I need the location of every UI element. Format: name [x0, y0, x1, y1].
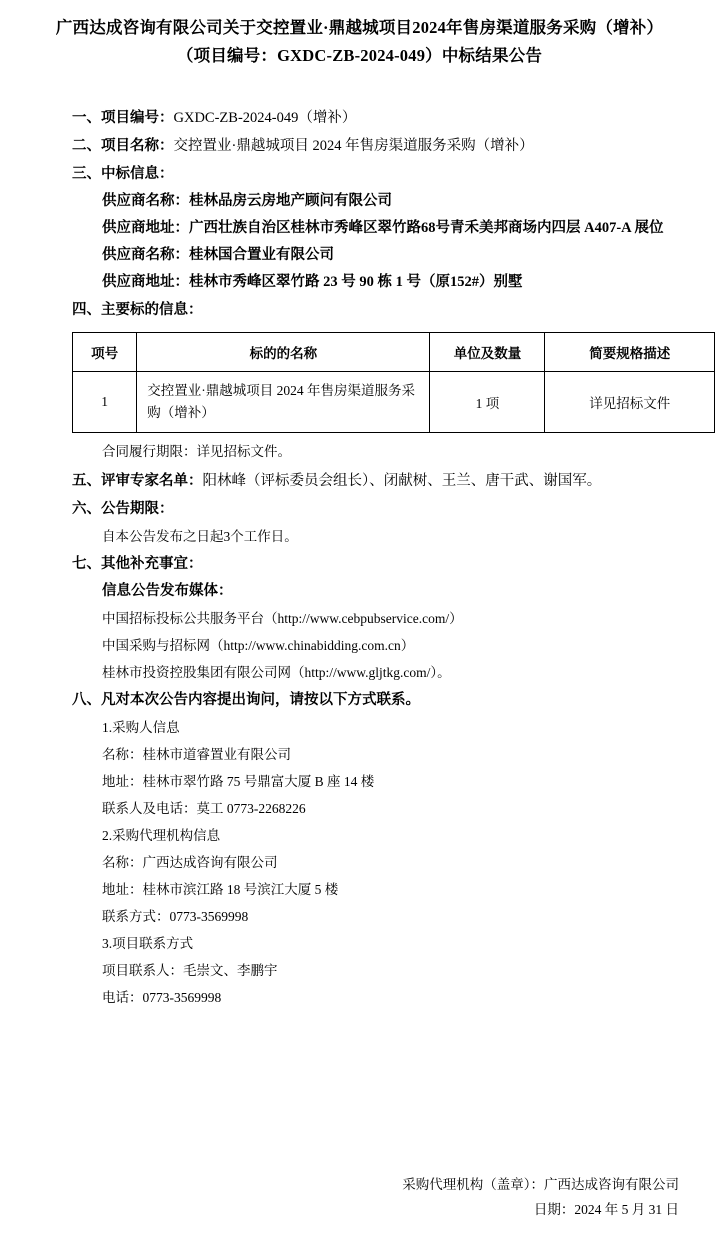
- table-cell-spec: 详见招标文件: [545, 372, 715, 433]
- media-item-1: 中国招标投标公共服务平台（http://www.cebpubservice.com/）: [102, 611, 463, 626]
- purchaser-info-heading: 1.采购人信息: [102, 720, 180, 735]
- supplier-name-2: [102, 242, 669, 269]
- project-contact-heading: 3.项目联系方式: [102, 936, 194, 951]
- section-2-value: 交控置业·鼎越城项目 2024 年售房渠道服务采购（增补）: [173, 138, 534, 154]
- table-cell-name: 交控置业·鼎越城项目 2024 年售房渠道服务采购（增补）: [137, 372, 430, 433]
- section-4-label: 四、主要标的信息：: [72, 302, 203, 318]
- subject-info-table: [72, 332, 715, 433]
- section-subject-info-heading: [72, 296, 669, 324]
- section-7-label: 七、其他补充事宜：: [72, 556, 203, 572]
- section-1-value: GXDC-ZB-2024-049（增补）: [173, 110, 357, 126]
- table-row: [73, 372, 715, 433]
- supplier-name-1: [102, 188, 669, 215]
- supplier-name-1-label: 供应商名称：: [102, 193, 189, 209]
- supplier-address-2: [102, 269, 669, 296]
- section-5-value: 阳林峰（评标委员会组长）、闭献树、王兰、唐干武、谢国军。: [202, 473, 602, 489]
- purchaser-address: 地址：桂林市翠竹路 75 号鼎富大厦 B 座 14 楼: [102, 774, 375, 789]
- agency-info-heading: 2.采购代理机构信息: [102, 828, 221, 843]
- table-cell-no: 1: [73, 372, 137, 433]
- section-other-matters-heading: [72, 550, 669, 578]
- section-3-label: 三、中标信息：: [72, 166, 174, 182]
- title-line-2: （项目编号：GXDC-ZB-2024-049）中标结果公告: [176, 46, 543, 65]
- contract-term: 合同履行期限：详见招标文件。: [102, 444, 291, 459]
- document-footer: [0, 1172, 719, 1222]
- purchaser-contact: 联系人及电话：莫工 0773-2268226: [102, 801, 306, 816]
- document-title: [28, 10, 691, 70]
- supplier-address-2-value: 桂林市秀峰区翠竹路 23 号 90 栋 1 号（原152#）别墅: [189, 274, 523, 290]
- section-project-name: [72, 132, 669, 160]
- supplier-address-1-label: 供应商地址：: [102, 220, 189, 236]
- supplier-address-1-value: 广西壮族自治区桂林市秀峰区翠竹路68号青禾美邦商场内四层 A407-A 展位: [189, 220, 664, 236]
- section-project-number: [72, 104, 669, 132]
- section-experts: [72, 467, 669, 495]
- section-5-label: 五、评审专家名单：: [72, 473, 203, 489]
- agency-address: 地址：桂林市滨江路 18 号滨江大厦 5 楼: [102, 882, 339, 897]
- document-body: [28, 104, 691, 1011]
- announcement-period-value: 自本公告发布之日起3个工作日。: [102, 529, 298, 544]
- media-item-3: 桂林市投资控股集团有限公司网（http://www.gljtkg.com/）。: [102, 665, 451, 680]
- section-announcement-period-heading: [72, 495, 669, 523]
- supplier-name-1-value: 桂林品房云房地产顾问有限公司: [189, 193, 392, 209]
- media-item-2: 中国采购与招标网（http://www.chinabidding.com.cn）: [102, 638, 415, 653]
- section-1-label: 一、项目编号：: [72, 110, 174, 126]
- agency-name: 名称：广西达成咨询有限公司: [102, 855, 278, 870]
- project-contact-person: 项目联系人：毛崇文、李鹏宇: [102, 963, 278, 978]
- section-2-label: 二、项目名称：: [72, 138, 174, 154]
- footer-date: 日期：2024 年 5 月 31 日: [533, 1202, 679, 1217]
- purchaser-name: 名称：桂林市道睿置业有限公司: [102, 747, 291, 762]
- table-header-unit: 单位及数量: [430, 333, 545, 372]
- media-subheading: 信息公告发布媒体：: [102, 583, 233, 599]
- table-header-name: 标的的名称: [137, 333, 430, 372]
- section-8-label: 八、凡对本次公告内容提出询问，请按以下方式联系。: [72, 692, 420, 708]
- supplier-address-1: [102, 215, 669, 242]
- table-header-no: 项号: [73, 333, 137, 372]
- project-contact-phone: 电话：0773-3569998: [102, 990, 222, 1005]
- supplier-address-2-label: 供应商地址：: [102, 274, 189, 290]
- title-line-1: 广西达成咨询有限公司关于交控置业·鼎越城项目2024年售房渠道服务采购（增补）: [55, 18, 664, 37]
- section-contact-heading: [72, 686, 669, 714]
- section-6-label: 六、公告期限：: [72, 501, 174, 517]
- agency-contact: 联系方式：0773-3569998: [102, 909, 249, 924]
- section-winner-info-heading: [72, 160, 669, 188]
- table-cell-unit: 1 项: [430, 372, 545, 433]
- supplier-name-2-value: 桂林国合置业有限公司: [189, 247, 334, 263]
- table-header-spec: 简要规格描述: [545, 333, 715, 372]
- supplier-name-2-label: 供应商名称：: [102, 247, 189, 263]
- footer-agency: 采购代理机构（盖章）：广西达成咨询有限公司: [402, 1177, 679, 1192]
- table-header-row: [73, 333, 715, 372]
